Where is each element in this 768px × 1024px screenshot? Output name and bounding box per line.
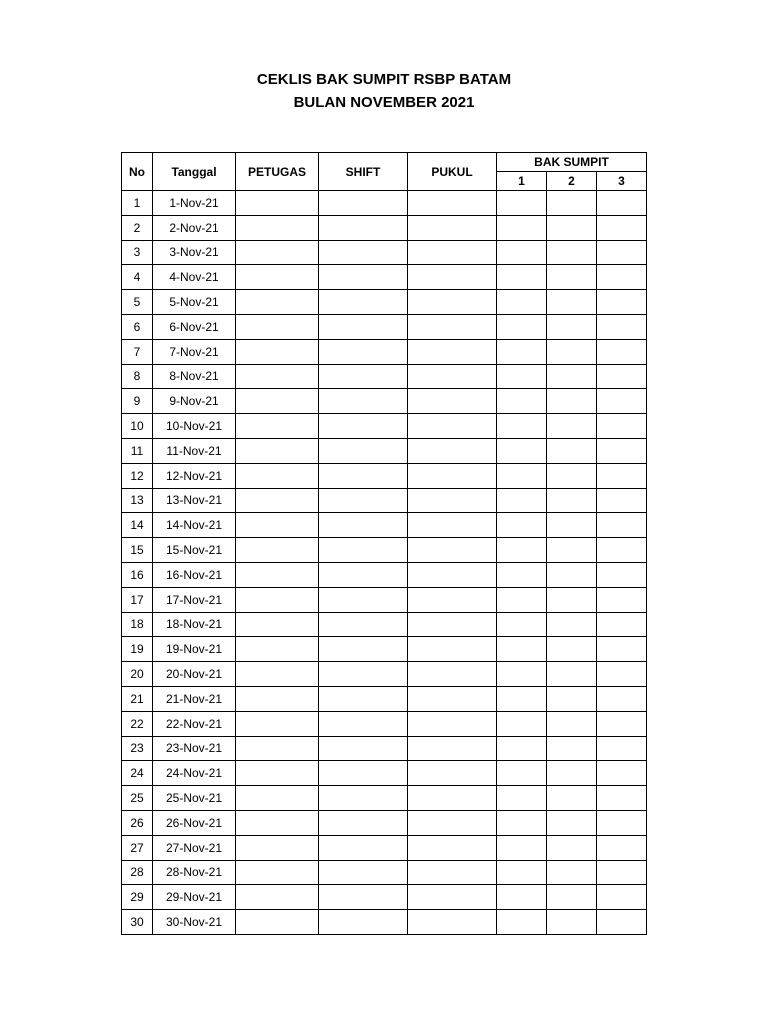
row-petugas-cell[interactable] <box>236 215 319 240</box>
row-bak-sumpit-1-cell[interactable] <box>497 364 547 389</box>
row-no-cell: 27 <box>122 835 153 860</box>
table-row <box>122 290 647 315</box>
row-no-cell: 19 <box>122 637 153 662</box>
row-tanggal-cell: 29-Nov-21 <box>153 885 236 910</box>
row-bak-sumpit-3-cell[interactable] <box>597 562 647 587</box>
row-tanggal-cell: 20-Nov-21 <box>153 662 236 687</box>
table-row <box>122 711 647 736</box>
row-no-cell: 30 <box>122 910 153 935</box>
table-row <box>122 364 647 389</box>
row-petugas-cell[interactable] <box>236 587 319 612</box>
row-bak-sumpit-1-cell[interactable] <box>497 885 547 910</box>
row-petugas-cell[interactable] <box>236 513 319 538</box>
header-bak-sumpit-2: 2 <box>547 172 597 191</box>
row-petugas-cell[interactable] <box>236 786 319 811</box>
table-row <box>122 438 647 463</box>
row-pukul-cell[interactable] <box>408 538 497 563</box>
row-bak-sumpit-2-cell[interactable] <box>547 612 597 637</box>
row-tanggal-cell: 3-Nov-21 <box>153 240 236 265</box>
row-shift-cell[interactable] <box>319 562 408 587</box>
row-tanggal-cell: 23-Nov-21 <box>153 736 236 761</box>
row-bak-sumpit-2-cell[interactable] <box>547 662 597 687</box>
row-tanggal-cell: 14-Nov-21 <box>153 513 236 538</box>
row-pukul-cell[interactable] <box>408 612 497 637</box>
row-bak-sumpit-1-cell[interactable] <box>497 860 547 885</box>
row-bak-sumpit-1-cell[interactable] <box>497 761 547 786</box>
row-pukul-cell[interactable] <box>408 265 497 290</box>
row-pukul-cell[interactable] <box>408 414 497 439</box>
row-no-cell: 24 <box>122 761 153 786</box>
table-row <box>122 240 647 265</box>
row-tanggal-cell: 10-Nov-21 <box>153 414 236 439</box>
row-petugas-cell[interactable] <box>236 290 319 315</box>
row-bak-sumpit-1-cell[interactable] <box>497 587 547 612</box>
row-no-cell: 18 <box>122 612 153 637</box>
row-bak-sumpit-2-cell[interactable] <box>547 265 597 290</box>
row-pukul-cell[interactable] <box>408 860 497 885</box>
row-bak-sumpit-1-cell[interactable] <box>497 612 547 637</box>
row-petugas-cell[interactable] <box>236 711 319 736</box>
row-pukul-cell[interactable] <box>408 562 497 587</box>
row-shift-cell[interactable] <box>319 587 408 612</box>
row-pukul-cell[interactable] <box>408 364 497 389</box>
row-bak-sumpit-3-cell[interactable] <box>597 711 647 736</box>
row-no-cell: 21 <box>122 686 153 711</box>
row-bak-sumpit-2-cell[interactable] <box>547 736 597 761</box>
row-tanggal-cell: 8-Nov-21 <box>153 364 236 389</box>
row-bak-sumpit-1-cell[interactable] <box>497 686 547 711</box>
row-pukul-cell[interactable] <box>408 240 497 265</box>
table-row <box>122 860 647 885</box>
row-shift-cell[interactable] <box>319 612 408 637</box>
row-pukul-cell[interactable] <box>408 513 497 538</box>
row-shift-cell[interactable] <box>319 438 408 463</box>
row-tanggal-cell: 27-Nov-21 <box>153 835 236 860</box>
row-pukul-cell[interactable] <box>408 761 497 786</box>
row-petugas-cell[interactable] <box>236 835 319 860</box>
row-pukul-cell[interactable] <box>408 835 497 860</box>
header-petugas: PETUGAS <box>236 153 319 191</box>
row-bak-sumpit-2-cell[interactable] <box>547 215 597 240</box>
row-no-cell: 10 <box>122 414 153 439</box>
row-bak-sumpit-2-cell[interactable] <box>547 438 597 463</box>
row-pukul-cell[interactable] <box>408 488 497 513</box>
row-tanggal-cell: 30-Nov-21 <box>153 910 236 935</box>
row-shift-cell[interactable] <box>319 339 408 364</box>
row-pukul-cell[interactable] <box>408 810 497 835</box>
row-pukul-cell[interactable] <box>408 786 497 811</box>
table-row <box>122 786 647 811</box>
row-pukul-cell[interactable] <box>408 389 497 414</box>
row-bak-sumpit-1-cell[interactable] <box>497 265 547 290</box>
row-bak-sumpit-3-cell[interactable] <box>597 662 647 687</box>
row-bak-sumpit-2-cell[interactable] <box>547 364 597 389</box>
header-pukul: PUKUL <box>408 153 497 191</box>
row-bak-sumpit-1-cell[interactable] <box>497 314 547 339</box>
row-pukul-cell[interactable] <box>408 662 497 687</box>
table-row <box>122 538 647 563</box>
table-row <box>122 761 647 786</box>
row-shift-cell[interactable] <box>319 662 408 687</box>
row-tanggal-cell: 24-Nov-21 <box>153 761 236 786</box>
row-bak-sumpit-3-cell[interactable] <box>597 389 647 414</box>
row-pukul-cell[interactable] <box>408 736 497 761</box>
table-row <box>122 686 647 711</box>
row-bak-sumpit-2-cell[interactable] <box>547 488 597 513</box>
row-no-cell: 15 <box>122 538 153 563</box>
row-no-cell: 16 <box>122 562 153 587</box>
row-bak-sumpit-1-cell[interactable] <box>497 438 547 463</box>
row-no-cell: 29 <box>122 885 153 910</box>
row-shift-cell[interactable] <box>319 761 408 786</box>
header-bak-sumpit-1: 1 <box>497 172 547 191</box>
row-tanggal-cell: 15-Nov-21 <box>153 538 236 563</box>
row-no-cell: 1 <box>122 191 153 216</box>
row-bak-sumpit-3-cell[interactable] <box>597 637 647 662</box>
row-shift-cell[interactable] <box>319 810 408 835</box>
row-no-cell: 2 <box>122 215 153 240</box>
row-no-cell: 3 <box>122 240 153 265</box>
row-bak-sumpit-3-cell[interactable] <box>597 835 647 860</box>
row-no-cell: 9 <box>122 389 153 414</box>
row-bak-sumpit-2-cell[interactable] <box>547 463 597 488</box>
document-title <box>0 68 768 114</box>
row-petugas-cell[interactable] <box>236 562 319 587</box>
row-tanggal-cell: 19-Nov-21 <box>153 637 236 662</box>
row-bak-sumpit-3-cell[interactable] <box>597 364 647 389</box>
row-shift-cell[interactable] <box>319 414 408 439</box>
row-petugas-cell[interactable] <box>236 240 319 265</box>
row-bak-sumpit-1-cell[interactable] <box>497 191 547 216</box>
row-bak-sumpit-2-cell[interactable] <box>547 860 597 885</box>
row-no-cell: 22 <box>122 711 153 736</box>
table-body <box>122 191 647 935</box>
row-shift-cell[interactable] <box>319 637 408 662</box>
row-bak-sumpit-3-cell[interactable] <box>597 339 647 364</box>
row-bak-sumpit-3-cell[interactable] <box>597 488 647 513</box>
row-bak-sumpit-1-cell[interactable] <box>497 786 547 811</box>
row-shift-cell[interactable] <box>319 736 408 761</box>
table-row <box>122 215 647 240</box>
row-shift-cell[interactable] <box>319 265 408 290</box>
row-bak-sumpit-1-cell[interactable] <box>497 835 547 860</box>
row-shift-cell[interactable] <box>319 538 408 563</box>
row-pukul-cell[interactable] <box>408 290 497 315</box>
row-bak-sumpit-3-cell[interactable] <box>597 686 647 711</box>
row-bak-sumpit-1-cell[interactable] <box>497 290 547 315</box>
row-tanggal-cell: 11-Nov-21 <box>153 438 236 463</box>
table-row <box>122 835 647 860</box>
row-bak-sumpit-1-cell[interactable] <box>497 662 547 687</box>
table-row <box>122 191 647 216</box>
row-bak-sumpit-2-cell[interactable] <box>547 835 597 860</box>
row-shift-cell[interactable] <box>319 835 408 860</box>
row-tanggal-cell: 4-Nov-21 <box>153 265 236 290</box>
header-no: No <box>122 153 153 191</box>
row-shift-cell[interactable] <box>319 885 408 910</box>
row-bak-sumpit-3-cell[interactable] <box>597 761 647 786</box>
row-pukul-cell[interactable] <box>408 885 497 910</box>
row-bak-sumpit-3-cell[interactable] <box>597 810 647 835</box>
row-tanggal-cell: 18-Nov-21 <box>153 612 236 637</box>
row-bak-sumpit-3-cell[interactable] <box>597 736 647 761</box>
row-bak-sumpit-1-cell[interactable] <box>497 810 547 835</box>
table-row <box>122 662 647 687</box>
row-bak-sumpit-2-cell[interactable] <box>547 414 597 439</box>
table-row <box>122 339 647 364</box>
row-petugas-cell[interactable] <box>236 389 319 414</box>
row-petugas-cell[interactable] <box>236 538 319 563</box>
row-pukul-cell[interactable] <box>408 686 497 711</box>
row-petugas-cell[interactable] <box>236 314 319 339</box>
row-bak-sumpit-1-cell[interactable] <box>497 215 547 240</box>
row-shift-cell[interactable] <box>319 215 408 240</box>
row-pukul-cell[interactable] <box>408 637 497 662</box>
row-no-cell: 4 <box>122 265 153 290</box>
row-bak-sumpit-2-cell[interactable] <box>547 538 597 563</box>
row-pukul-cell[interactable] <box>408 215 497 240</box>
row-petugas-cell[interactable] <box>236 686 319 711</box>
row-shift-cell[interactable] <box>319 860 408 885</box>
row-tanggal-cell: 13-Nov-21 <box>153 488 236 513</box>
row-bak-sumpit-1-cell[interactable] <box>497 513 547 538</box>
table-row <box>122 463 647 488</box>
row-tanggal-cell: 6-Nov-21 <box>153 314 236 339</box>
row-pukul-cell[interactable] <box>408 438 497 463</box>
row-bak-sumpit-1-cell[interactable] <box>497 711 547 736</box>
row-bak-sumpit-2-cell[interactable] <box>547 810 597 835</box>
row-shift-cell[interactable] <box>319 686 408 711</box>
row-bak-sumpit-3-cell[interactable] <box>597 215 647 240</box>
table-row <box>122 885 647 910</box>
row-shift-cell[interactable] <box>319 364 408 389</box>
row-tanggal-cell: 2-Nov-21 <box>153 215 236 240</box>
row-shift-cell[interactable] <box>319 513 408 538</box>
row-bak-sumpit-3-cell[interactable] <box>597 513 647 538</box>
row-bak-sumpit-1-cell[interactable] <box>497 240 547 265</box>
row-bak-sumpit-2-cell[interactable] <box>547 711 597 736</box>
row-bak-sumpit-3-cell[interactable] <box>597 860 647 885</box>
table-row <box>122 736 647 761</box>
row-no-cell: 14 <box>122 513 153 538</box>
row-petugas-cell[interactable] <box>236 860 319 885</box>
row-bak-sumpit-2-cell[interactable] <box>547 513 597 538</box>
table-row <box>122 612 647 637</box>
row-no-cell: 5 <box>122 290 153 315</box>
row-petugas-cell[interactable] <box>236 339 319 364</box>
row-petugas-cell[interactable] <box>236 810 319 835</box>
table-row <box>122 265 647 290</box>
row-petugas-cell[interactable] <box>236 463 319 488</box>
table-row <box>122 562 647 587</box>
row-petugas-cell[interactable] <box>236 191 319 216</box>
row-tanggal-cell: 1-Nov-21 <box>153 191 236 216</box>
row-shift-cell[interactable] <box>319 711 408 736</box>
row-petugas-cell[interactable] <box>236 736 319 761</box>
table-row <box>122 414 647 439</box>
header-bak-sumpit: BAK SUMPIT <box>497 153 647 172</box>
row-bak-sumpit-2-cell[interactable] <box>547 587 597 612</box>
row-no-cell: 28 <box>122 860 153 885</box>
row-no-cell: 6 <box>122 314 153 339</box>
row-no-cell: 7 <box>122 339 153 364</box>
row-shift-cell[interactable] <box>319 191 408 216</box>
title-line-2: BULAN NOVEMBER 2021 <box>293 94 475 111</box>
row-no-cell: 26 <box>122 810 153 835</box>
row-tanggal-cell: 16-Nov-21 <box>153 562 236 587</box>
row-no-cell: 23 <box>122 736 153 761</box>
row-petugas-cell[interactable] <box>236 438 319 463</box>
row-tanggal-cell: 26-Nov-21 <box>153 810 236 835</box>
row-bak-sumpit-1-cell[interactable] <box>497 736 547 761</box>
row-no-cell: 13 <box>122 488 153 513</box>
table-row <box>122 513 647 538</box>
row-bak-sumpit-2-cell[interactable] <box>547 786 597 811</box>
row-bak-sumpit-3-cell[interactable] <box>597 786 647 811</box>
row-bak-sumpit-3-cell[interactable] <box>597 290 647 315</box>
row-pukul-cell[interactable] <box>408 191 497 216</box>
row-no-cell: 12 <box>122 463 153 488</box>
row-bak-sumpit-1-cell[interactable] <box>497 339 547 364</box>
row-tanggal-cell: 22-Nov-21 <box>153 711 236 736</box>
row-bak-sumpit-3-cell[interactable] <box>597 910 647 935</box>
row-shift-cell[interactable] <box>319 463 408 488</box>
checklist-table <box>121 152 647 935</box>
row-tanggal-cell: 12-Nov-21 <box>153 463 236 488</box>
row-bak-sumpit-3-cell[interactable] <box>597 463 647 488</box>
row-bak-sumpit-1-cell[interactable] <box>497 488 547 513</box>
table-row <box>122 637 647 662</box>
row-bak-sumpit-2-cell[interactable] <box>547 191 597 216</box>
row-tanggal-cell: 9-Nov-21 <box>153 389 236 414</box>
row-bak-sumpit-3-cell[interactable] <box>597 191 647 216</box>
row-shift-cell[interactable] <box>319 488 408 513</box>
row-petugas-cell[interactable] <box>236 910 319 935</box>
row-no-cell: 11 <box>122 438 153 463</box>
row-tanggal-cell: 25-Nov-21 <box>153 786 236 811</box>
row-bak-sumpit-2-cell[interactable] <box>547 290 597 315</box>
row-bak-sumpit-1-cell[interactable] <box>497 910 547 935</box>
row-bak-sumpit-3-cell[interactable] <box>597 885 647 910</box>
row-tanggal-cell: 17-Nov-21 <box>153 587 236 612</box>
row-shift-cell[interactable] <box>319 389 408 414</box>
row-bak-sumpit-3-cell[interactable] <box>597 414 647 439</box>
row-tanggal-cell: 7-Nov-21 <box>153 339 236 364</box>
row-tanggal-cell: 21-Nov-21 <box>153 686 236 711</box>
row-bak-sumpit-3-cell[interactable] <box>597 612 647 637</box>
row-bak-sumpit-2-cell[interactable] <box>547 314 597 339</box>
row-bak-sumpit-2-cell[interactable] <box>547 637 597 662</box>
row-shift-cell[interactable] <box>319 240 408 265</box>
table-row <box>122 910 647 935</box>
row-bak-sumpit-3-cell[interactable] <box>597 240 647 265</box>
row-pukul-cell[interactable] <box>408 711 497 736</box>
row-bak-sumpit-1-cell[interactable] <box>497 463 547 488</box>
row-bak-sumpit-3-cell[interactable] <box>597 587 647 612</box>
table-row <box>122 587 647 612</box>
row-bak-sumpit-3-cell[interactable] <box>597 438 647 463</box>
row-bak-sumpit-1-cell[interactable] <box>497 389 547 414</box>
row-shift-cell[interactable] <box>319 290 408 315</box>
row-no-cell: 25 <box>122 786 153 811</box>
row-bak-sumpit-1-cell[interactable] <box>497 562 547 587</box>
row-bak-sumpit-1-cell[interactable] <box>497 414 547 439</box>
table-row <box>122 810 647 835</box>
row-bak-sumpit-2-cell[interactable] <box>547 885 597 910</box>
row-no-cell: 8 <box>122 364 153 389</box>
table-row <box>122 314 647 339</box>
row-pukul-cell[interactable] <box>408 587 497 612</box>
row-bak-sumpit-3-cell[interactable] <box>597 538 647 563</box>
row-petugas-cell[interactable] <box>236 488 319 513</box>
row-petugas-cell[interactable] <box>236 637 319 662</box>
table-row <box>122 488 647 513</box>
header-tanggal: Tanggal <box>153 153 236 191</box>
row-petugas-cell[interactable] <box>236 662 319 687</box>
row-pukul-cell[interactable] <box>408 314 497 339</box>
row-bak-sumpit-2-cell[interactable] <box>547 240 597 265</box>
row-no-cell: 17 <box>122 587 153 612</box>
header-bak-sumpit-3: 3 <box>597 172 647 191</box>
row-petugas-cell[interactable] <box>236 885 319 910</box>
row-shift-cell[interactable] <box>319 314 408 339</box>
row-bak-sumpit-2-cell[interactable] <box>547 562 597 587</box>
title-line-1: CEKLIS BAK SUMPIT RSBP BATAM <box>256 71 512 88</box>
row-bak-sumpit-1-cell[interactable] <box>497 637 547 662</box>
row-petugas-cell[interactable] <box>236 761 319 786</box>
row-bak-sumpit-2-cell[interactable] <box>547 761 597 786</box>
row-petugas-cell[interactable] <box>236 364 319 389</box>
row-petugas-cell[interactable] <box>236 612 319 637</box>
row-bak-sumpit-2-cell[interactable] <box>547 389 597 414</box>
row-bak-sumpit-2-cell[interactable] <box>547 910 597 935</box>
header-shift: SHIFT <box>319 153 408 191</box>
row-bak-sumpit-2-cell[interactable] <box>547 686 597 711</box>
table-row <box>122 389 647 414</box>
row-no-cell: 20 <box>122 662 153 687</box>
row-pukul-cell[interactable] <box>408 463 497 488</box>
row-bak-sumpit-1-cell[interactable] <box>497 538 547 563</box>
row-bak-sumpit-3-cell[interactable] <box>597 314 647 339</box>
row-petugas-cell[interactable] <box>236 265 319 290</box>
row-pukul-cell[interactable] <box>408 339 497 364</box>
row-bak-sumpit-2-cell[interactable] <box>547 339 597 364</box>
row-shift-cell[interactable] <box>319 910 408 935</box>
row-shift-cell[interactable] <box>319 786 408 811</box>
row-tanggal-cell: 28-Nov-21 <box>153 860 236 885</box>
row-petugas-cell[interactable] <box>236 414 319 439</box>
row-tanggal-cell: 5-Nov-21 <box>153 290 236 315</box>
row-bak-sumpit-3-cell[interactable] <box>597 265 647 290</box>
row-pukul-cell[interactable] <box>408 910 497 935</box>
